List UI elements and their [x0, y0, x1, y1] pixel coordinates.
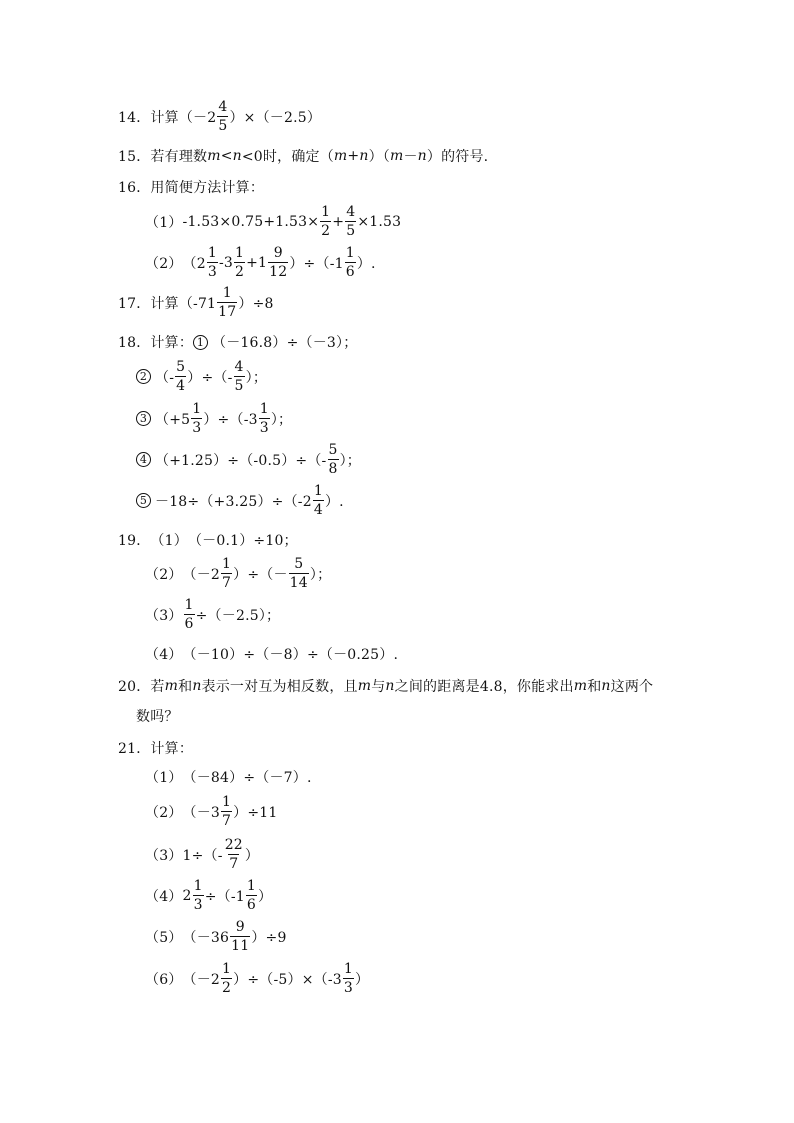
- fraction: [328, 443, 339, 476]
- expr-text: +: [332, 213, 345, 230]
- expr-text: 计算（－2: [150, 109, 217, 126]
- var-m: m: [573, 678, 588, 694]
- fraction: [191, 402, 202, 435]
- problem-18: [118, 332, 357, 352]
- sub-label: （6）: [145, 971, 183, 988]
- problem-21: [118, 738, 193, 758]
- fraction: [184, 598, 195, 631]
- fraction: [320, 205, 331, 238]
- fraction: [175, 360, 186, 393]
- var-m: m: [389, 148, 404, 164]
- expr-text: ）÷（－: [233, 566, 288, 583]
- fraction: [345, 246, 356, 279]
- denominator: 6: [184, 616, 194, 632]
- var-n: n: [601, 678, 611, 694]
- expr-text: ÷（－2.5）；: [195, 607, 281, 624]
- expr-text: －18÷（+3.25）÷（-2: [155, 493, 312, 510]
- expr-text: ）: [244, 847, 260, 864]
- var-m: m: [164, 678, 179, 694]
- var-n: n: [417, 148, 427, 164]
- fraction: [221, 962, 232, 995]
- circled-number: 1: [193, 335, 208, 350]
- expr-text: ）÷11: [233, 804, 278, 821]
- problem-21-4: [145, 879, 272, 912]
- fraction: [259, 402, 270, 435]
- sub-label: （2）: [145, 255, 183, 272]
- numerator: 1: [321, 204, 331, 220]
- denominator: 3: [207, 264, 217, 280]
- problem-14: [118, 100, 321, 133]
- expr-text: ）.: [324, 493, 344, 510]
- problem-title: 用简便方法计算：: [150, 180, 265, 196]
- problem-title: 计算：: [150, 741, 194, 757]
- denominator: 3: [192, 420, 202, 436]
- denominator: 5: [346, 223, 356, 239]
- denominator: 7: [229, 856, 239, 872]
- circled-number: 5: [136, 493, 151, 508]
- numerator: 1: [222, 556, 232, 572]
- sub-label: （1）: [145, 214, 183, 231]
- circled-number: 3: [136, 411, 151, 426]
- expr-text: +1: [246, 254, 268, 271]
- fraction: [224, 838, 244, 871]
- numerator: 1: [234, 245, 245, 261]
- expr-text: -1.53×0.75+1.53×: [182, 213, 320, 230]
- expr-text: （－0.1）÷10；: [187, 533, 298, 549]
- fraction: [207, 246, 218, 279]
- text: +: [347, 148, 360, 164]
- text: <: [220, 148, 233, 164]
- expr-text: （－84）÷（－7）.: [182, 770, 312, 786]
- problem-21-5: [145, 920, 287, 953]
- expr-text: ）÷（-3: [203, 411, 258, 428]
- numerator: 4: [346, 204, 356, 220]
- sub-label: （1）: [145, 770, 183, 786]
- problem-15: [118, 146, 488, 166]
- sub-label: （5）: [145, 929, 183, 946]
- numerator: 5: [328, 442, 338, 458]
- expr-text: （－2: [182, 566, 221, 583]
- expr-text: ）；: [339, 452, 362, 469]
- text: ）的符号.: [426, 149, 489, 165]
- fraction: [217, 286, 237, 319]
- problem-number: 19．: [118, 533, 151, 549]
- denominator: 2: [321, 223, 331, 239]
- denominator: 3: [193, 897, 203, 913]
- fraction: [221, 795, 232, 828]
- text: 和: [178, 679, 193, 695]
- var-n: n: [359, 148, 369, 164]
- numerator: 4: [218, 99, 228, 115]
- expr-text: ÷（-1: [204, 888, 245, 905]
- text: ）（: [368, 149, 390, 165]
- problem-18-5: [136, 484, 344, 517]
- text: －: [403, 149, 418, 165]
- problem-number: 21．: [118, 741, 151, 757]
- denominator: 7: [222, 575, 232, 591]
- denominator: 8: [328, 461, 338, 477]
- problem-21-2: [145, 795, 278, 828]
- problem-18-4: [136, 443, 361, 476]
- var-n: n: [192, 678, 202, 694]
- problem-21-3: [145, 838, 259, 871]
- expr-text: ）: [258, 888, 273, 905]
- problem-number: 17．: [118, 295, 151, 312]
- denominator: 17: [218, 304, 237, 320]
- expr-text: 1÷（-: [182, 847, 223, 864]
- problem-number: 18．: [118, 335, 151, 351]
- fraction: [345, 205, 356, 238]
- fraction: [221, 557, 232, 590]
- expr-text: （+1.25）÷（-0.5）÷（-: [155, 452, 327, 469]
- problem-title: 计算：: [150, 335, 194, 351]
- expr-text: ×1.53: [357, 213, 402, 230]
- denominator: 3: [259, 420, 269, 436]
- sub-label: （3）: [145, 847, 183, 864]
- problem-number: 16．: [118, 180, 151, 196]
- denominator: 11: [231, 938, 250, 954]
- numerator: 1: [343, 961, 353, 977]
- expr-text: ）.: [356, 255, 376, 272]
- problem-16-1: [145, 205, 401, 238]
- expr-text: （－36: [182, 929, 230, 946]
- problem-19: [118, 530, 298, 550]
- expr-text: （-: [155, 369, 175, 386]
- expr-text: （－3: [182, 804, 221, 821]
- sub-label: （2）: [145, 566, 183, 583]
- problem-20: [118, 676, 653, 696]
- text: 这两个: [610, 679, 654, 695]
- problem-16: [118, 177, 264, 197]
- numerator: 1: [207, 245, 217, 261]
- expr-text: ）；: [270, 411, 293, 428]
- sub-label: （3）: [145, 607, 183, 624]
- fraction: [289, 557, 309, 590]
- fraction: [246, 879, 257, 912]
- text: 之间的距离是4.8，你能求出: [394, 679, 574, 695]
- denominator: 5: [234, 378, 244, 394]
- expr-text: -3: [218, 254, 233, 271]
- denominator: 2: [222, 980, 232, 996]
- problem-number: 15．: [118, 149, 151, 165]
- expr-text: （+5: [155, 411, 191, 428]
- var-m: m: [357, 678, 372, 694]
- numerator: 1: [184, 597, 194, 613]
- var-n: n: [385, 678, 395, 694]
- text: 和: [587, 679, 602, 695]
- sub-label: （1）: [150, 533, 188, 549]
- expr-text: 计算（-71: [150, 295, 217, 312]
- problem-21-1: [145, 767, 312, 787]
- numerator: 1: [222, 961, 232, 977]
- numerator: 1: [192, 401, 202, 417]
- expr-text: ）÷（-1: [289, 255, 344, 272]
- expr-text: （－2: [182, 971, 221, 988]
- problem-18-3: [136, 402, 292, 435]
- problem-number: 20．: [118, 679, 151, 695]
- text: 与: [371, 679, 386, 695]
- numerator: 5: [294, 556, 304, 572]
- denominator: 6: [246, 897, 257, 913]
- text: 若: [150, 679, 165, 695]
- numerator: 9: [235, 919, 245, 935]
- numerator: 1: [222, 285, 232, 301]
- problem-18-2: [136, 360, 267, 393]
- numerator: 5: [176, 359, 186, 375]
- numerator: 1: [193, 878, 203, 894]
- numerator: 1: [246, 878, 257, 894]
- problem-20-line2: [136, 706, 179, 726]
- numerator: 22: [224, 837, 243, 853]
- problem-17: [118, 286, 274, 319]
- problem-19-4: [145, 644, 398, 664]
- var-m: m: [333, 148, 348, 164]
- denominator: 14: [289, 575, 308, 591]
- denominator: 4: [313, 502, 323, 518]
- expr-text: ）×（－2.5）: [229, 109, 322, 126]
- problem-19-2: [145, 557, 331, 590]
- sub-label: （4）: [145, 647, 183, 663]
- denominator: 3: [343, 980, 353, 996]
- expr-text: （2: [182, 255, 206, 272]
- var-n: n: [232, 148, 242, 164]
- denominator: 5: [218, 118, 228, 134]
- fraction: [234, 360, 245, 393]
- fraction: [230, 920, 250, 953]
- denominator: 6: [345, 264, 355, 280]
- expr-text: ）: [355, 971, 370, 988]
- expr-text: 2: [182, 887, 192, 904]
- expr-text: （－10）÷（－8）÷（－0.25）.: [182, 647, 399, 663]
- text: <0时，确定（: [241, 149, 334, 165]
- denominator: 2: [234, 264, 245, 280]
- denominator: 4: [176, 378, 186, 394]
- problem-number: 14．: [118, 109, 151, 126]
- text: 数吗？: [136, 709, 179, 725]
- sub-label: （2）: [145, 804, 183, 821]
- expr-text: ）；: [309, 566, 332, 583]
- expr-text: （－16.8）÷（－3）；: [212, 335, 358, 351]
- numerator: 9: [273, 245, 283, 261]
- circled-number: 4: [136, 452, 151, 467]
- expr-text: ）÷9: [251, 929, 287, 946]
- fraction: [343, 962, 354, 995]
- problem-16-2: [145, 246, 376, 279]
- fraction: [234, 246, 245, 279]
- fraction: [268, 246, 288, 279]
- numerator: 1: [259, 401, 269, 417]
- var-m: m: [207, 148, 221, 164]
- numerator: 4: [234, 359, 244, 375]
- circled-number: 2: [136, 369, 151, 384]
- numerator: 1: [222, 794, 232, 810]
- text: 表示一对互为相反数，且: [201, 679, 358, 695]
- expr-text: ）÷（-5）×（-3: [233, 971, 342, 988]
- problem-21-6: [145, 962, 369, 995]
- expr-text: ）；: [245, 369, 268, 386]
- sub-label: （4）: [145, 888, 183, 905]
- denominator: 12: [269, 264, 288, 280]
- text: 若有理数: [150, 149, 208, 165]
- problem-19-3: [145, 598, 280, 631]
- fraction: [193, 879, 204, 912]
- expr-text: ）÷8: [238, 295, 274, 312]
- numerator: 1: [313, 483, 323, 499]
- denominator: 7: [222, 813, 232, 829]
- numerator: 1: [345, 245, 355, 261]
- fraction: [313, 484, 324, 517]
- expr-text: ）÷（-: [187, 369, 233, 386]
- fraction: [217, 100, 228, 133]
